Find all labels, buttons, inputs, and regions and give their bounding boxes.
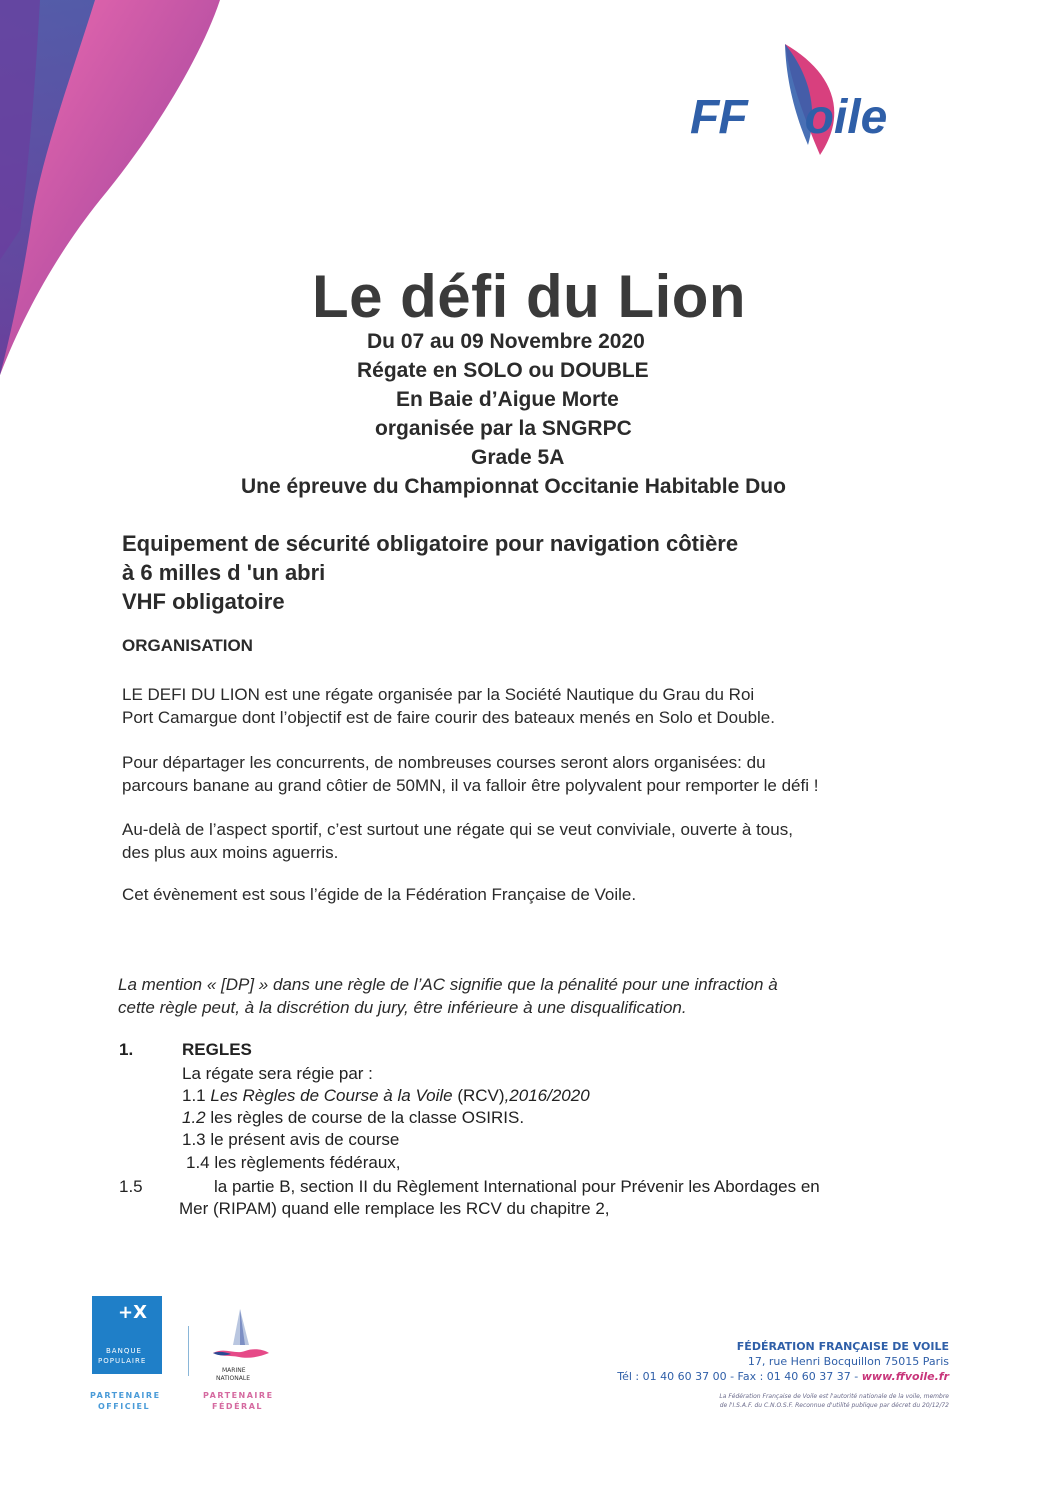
paragraph-line: LE DEFI DU LION est une régate organisée par la Société Nautique du Grau du Roi (122, 685, 755, 704)
ffv-name: FÉDÉRATION FRANÇAISE DE VOILE (736, 1340, 949, 1353)
footer-divider (188, 1326, 189, 1376)
organisation-paragraph-1 (122, 683, 775, 729)
event-championship: Une épreuve du Championnat Occitanie Habitable Duo (241, 475, 786, 498)
paragraph-line: Port Camargue dont l’objectif est de faire courir des bateaux menés en Solo et Double. (122, 708, 775, 727)
ffv-legal-2: de l'I.S.A.F. du C.N.O.S.F. Reconnue d'utilité publique par décret du 20/12/72 (719, 1402, 949, 1409)
ffv-contact: Tél : 01 40 60 37 00 - Fax : 01 40 60 37 37 - (617, 1370, 862, 1383)
organisation-paragraph-2 (122, 751, 818, 797)
ffv-contact-line (617, 1370, 949, 1383)
organisation-paragraph-3 (122, 818, 793, 864)
rule-number: 1.1 (182, 1086, 206, 1105)
organisation-heading: ORGANISATION (122, 636, 253, 655)
marine-nationale-icon (205, 1305, 275, 1367)
dp-mention (118, 973, 778, 1019)
banque-populaire-logo (92, 1296, 162, 1374)
equipment-line-2: à 6 milles d 'un abri (122, 560, 326, 585)
paragraph-line: Au-delà de l’aspect sportif, c’est surtout une régate qui se veut conviviale, ouverte à tous, (122, 820, 793, 839)
paragraph-line: Pour départager les concurrents, de nombreuses courses seront alors organisées: du (122, 753, 766, 772)
paragraph-line: des plus aux moins aguerris. (122, 843, 339, 862)
rule-year: ,2016/2020 (504, 1086, 590, 1105)
equipment-line-1: Equipement de sécurité obligatoire pour navigation côtière (122, 531, 739, 556)
organisation-paragraph-4: Cet évènement est sous l’égide de la Fédération Française de Voile. (122, 885, 637, 904)
rules-number: 1. (119, 1040, 134, 1059)
rule-1-5-line-2: Mer (RIPAM) quand elle remplace les RCV du chapitre 2, (179, 1199, 610, 1218)
bp-name-1: BANQUE (106, 1347, 142, 1355)
ffv-legal-1: La Fédération Française de Voile est l'autorité nationale de la voile, membre (719, 1393, 949, 1400)
rule-1-5-line-1: la partie B, section II du Règlement International pour Prévenir les Abordages en (214, 1177, 820, 1196)
logo-text: FF oile (690, 91, 888, 144)
bp-partner-1: PARTENAIRE (90, 1391, 161, 1400)
rule-1-4: 1.4 les règlements fédéraux, (186, 1153, 401, 1172)
rule-number: 1.2 (182, 1108, 206, 1127)
mn-partner-1: PARTENAIRE (203, 1391, 274, 1400)
bp-name-2: POPULAIRE (98, 1357, 147, 1365)
mention-line: La mention « [DP] » dans une règle de l’AC signifie que la pénalité pour une infraction à (118, 975, 778, 994)
rules-intro: La régate sera régie par : (182, 1064, 373, 1083)
paragraph-line: parcours banane au grand côtier de 50MN, il va falloir être polyvalent pour remporter le défi ! (122, 776, 819, 795)
event-location: En Baie d’Aigue Morte (396, 388, 619, 411)
bp-partner-2: OFFICIEL (98, 1402, 151, 1411)
rule-abbrev: (RCV) (457, 1086, 505, 1105)
event-grade: Grade 5A (471, 446, 565, 469)
event-organizer: organisée par la SNGRPC (375, 417, 632, 440)
page-title: Le défi du Lion (311, 263, 747, 330)
rule-1-3: 1.3 le présent avis de course (182, 1130, 400, 1149)
ffvoile-logo (690, 40, 960, 160)
ffv-address: 17, rue Henri Bocquillon 75015 Paris (747, 1355, 949, 1368)
rules-heading: REGLES (182, 1040, 252, 1059)
rule-1-1 (182, 1086, 590, 1106)
mn-partner-2: FÉDÉRAL (212, 1402, 263, 1411)
ffv-website-link[interactable]: www.ffvoile.fr (861, 1370, 949, 1383)
rule-1-2 (182, 1108, 524, 1128)
mention-line: cette règle peut, à la discrétion du jury, être inférieure à une disqualification. (118, 998, 687, 1017)
event-dates: Du 07 au 09 Novembre 2020 (367, 330, 645, 353)
rule-1-5-number: 1.5 (119, 1177, 143, 1196)
bp-plus-text: +X (118, 1302, 147, 1323)
equipment-line-3: VHF obligatoire (122, 589, 285, 614)
mn-name-1: MARINE (222, 1367, 246, 1374)
rule-text: les règles de course de la classe OSIRIS. (210, 1108, 525, 1127)
mn-name-2: NATIONALE (216, 1375, 251, 1382)
event-format: Régate en SOLO ou DOUBLE (357, 359, 649, 382)
rule-text: Les Règles de Course à la Voile (210, 1086, 453, 1105)
